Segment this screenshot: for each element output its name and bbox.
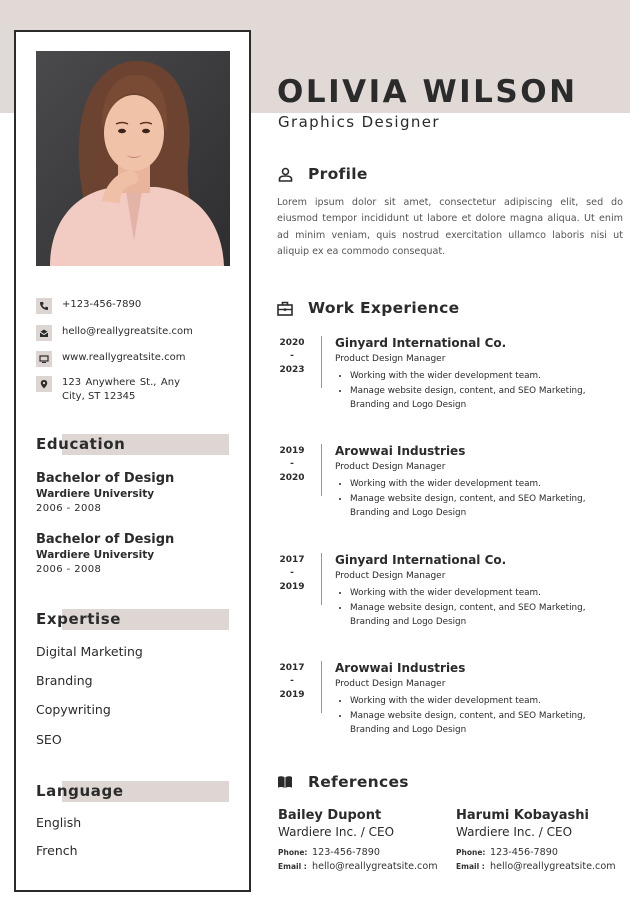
work-heading: Work Experience <box>277 299 459 317</box>
work-entry <box>277 444 617 534</box>
language-item: English <box>36 815 82 830</box>
work-entry <box>277 336 617 426</box>
reference-name: Harumi Kobayashi <box>456 808 589 823</box>
job-end-year: 2019 <box>279 582 305 592</box>
job-duties: • Working with the wider development team. • Manage website design, content, and SEO Marketing, Branding and Logo Design <box>350 694 618 738</box>
resume-name: OLIVIA WILSON <box>277 74 578 110</box>
profile-text: Lorem ipsum dolor sit amet, consectetur adipiscing elit, sed do eiusmod tempor incididunt ut labore et dolore magna aliqua. Ut enim ad minim veniam, quis nostrud exercitation ullamco laboris nisi ut aliquip ex ea commodo consequat. <box>277 197 623 258</box>
timeline-line <box>321 553 322 605</box>
phone-icon <box>36 298 52 314</box>
resume-title: Graphics Designer <box>278 113 440 131</box>
job-start-year: 2017 <box>279 663 305 673</box>
reference-email: Email : hello@reallygreatsite.com <box>278 861 438 872</box>
job-duties: • Working with the wider development team. • Manage website design, content, and SEO Marketing, Branding and Logo Design <box>350 369 618 413</box>
job-company: Ginyard International Co. <box>335 336 507 350</box>
timeline-line <box>321 444 322 496</box>
book-icon <box>277 774 293 790</box>
timeline-line <box>321 661 322 713</box>
job-end-year: 2023 <box>279 365 305 375</box>
job-duties: • Working with the wider development team. • Manage website design, content, and SEO Marketing, Branding and Logo Design <box>350 586 618 630</box>
job-position: Product Design Manager <box>335 571 446 581</box>
reference-phone: Phone: 123-456-7890 <box>456 847 558 858</box>
user-icon <box>277 166 293 182</box>
education-item: Bachelor of Design Wardiere University 2006 - 2008 <box>36 532 175 575</box>
references-heading: References <box>277 773 409 791</box>
education-heading: Education <box>36 434 229 455</box>
reference-company: Wardiere Inc. / CEO <box>278 825 395 839</box>
job-company: Ginyard International Co. <box>335 553 507 567</box>
job-start-year: 2020 <box>279 338 305 348</box>
contact-website: www.reallygreatsite.com <box>36 351 185 367</box>
job-start-year: 2019 <box>279 446 305 456</box>
education-item: Bachelor of Design Wardiere University 2006 - 2008 <box>36 471 175 514</box>
reference-company: Wardiere Inc. / CEO <box>456 825 573 839</box>
job-end-year: 2020 <box>279 473 305 483</box>
job-position: Product Design Manager <box>335 462 446 472</box>
email-icon <box>36 325 52 341</box>
reference-email: Email : hello@reallygreatsite.com <box>456 861 616 872</box>
website-icon <box>36 351 52 367</box>
reference-name: Bailey Dupont <box>278 808 382 823</box>
expertise-item: SEO <box>36 732 62 747</box>
job-duties: • Working with the wider development team. • Manage website design, content, and SEO Marketing, Branding and Logo Design <box>350 477 618 521</box>
expertise-item: Digital Marketing <box>36 644 143 659</box>
expertise-item: Copywriting <box>36 702 111 717</box>
location-icon <box>36 376 52 392</box>
job-company: Arowwai Industries <box>335 444 466 458</box>
contact-address: 123 Anywhere St., Any City, ST 12345 <box>36 376 180 404</box>
profile-photo <box>36 51 230 266</box>
job-position: Product Design Manager <box>335 679 446 689</box>
expertise-item: Branding <box>36 673 93 688</box>
job-year-separator: - <box>290 568 294 578</box>
reference-card <box>456 808 630 874</box>
job-end-year: 2019 <box>279 690 305 700</box>
language-heading: Language <box>36 781 229 802</box>
job-year-separator: - <box>290 459 294 469</box>
expertise-heading: Expertise <box>36 609 229 630</box>
job-year-separator: - <box>290 676 294 686</box>
language-item: French <box>36 843 78 858</box>
reference-card <box>278 808 458 874</box>
job-company: Arowwai Industries <box>335 661 466 675</box>
contact-phone: +123-456-7890 <box>36 298 141 314</box>
job-year-separator: - <box>290 351 294 361</box>
profile-heading: Profile <box>277 165 368 183</box>
contact-email: hello@reallygreatsite.com <box>36 325 193 341</box>
job-position: Product Design Manager <box>335 354 446 364</box>
job-start-year: 2017 <box>279 555 305 565</box>
briefcase-icon <box>277 300 293 316</box>
work-entry <box>277 553 617 643</box>
reference-phone: Phone: 123-456-7890 <box>278 847 380 858</box>
timeline-line <box>321 336 322 388</box>
work-entry <box>277 661 617 751</box>
